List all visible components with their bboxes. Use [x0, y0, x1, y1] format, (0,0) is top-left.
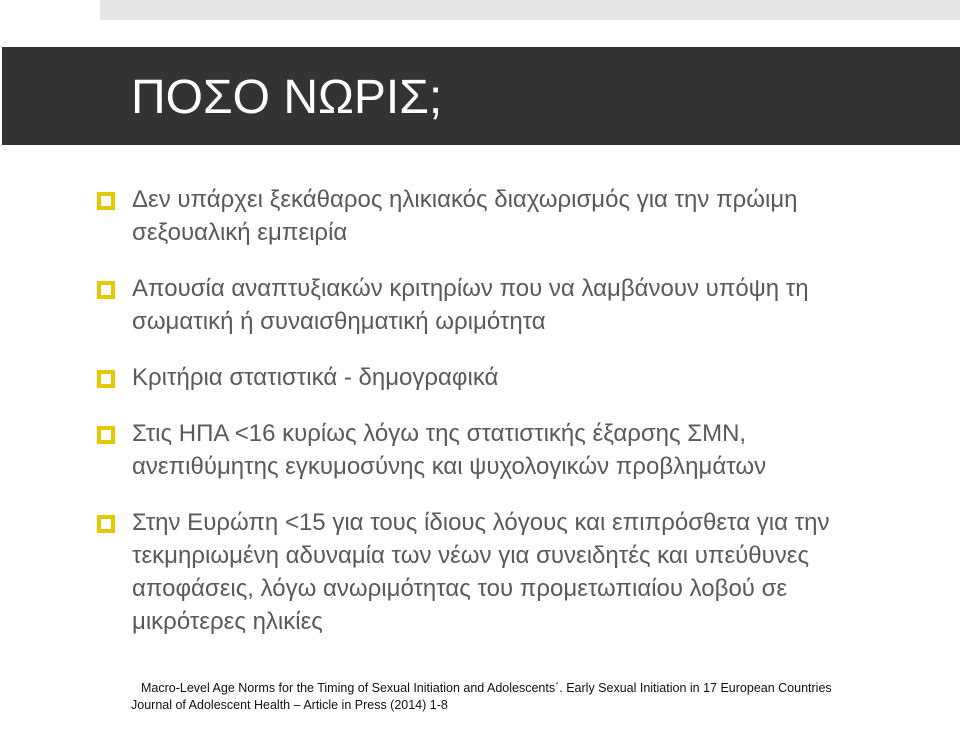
- bullet-item: [97, 183, 897, 249]
- bullet-text: Στην Ευρώπη <15 για τους ίδιους λόγους και επιπρόσθετα για την τεκμηριωμένη αδυναμία των νέων για συνειδητές και υπεύθυνες αποφάσεις, λόγω ανωριμότητας του προμετωπιαίου λοβού σε μικρότερες ηλικίες: [132, 509, 830, 635]
- square-bullet-icon: [97, 426, 115, 444]
- bullet-text: Απουσία αναπτυξιακών κριτηρίων που να λαμβάνουν υπόψη τη σωματική ή συναισθηματική ωριμότητα: [132, 275, 809, 335]
- square-bullet-icon: [97, 515, 115, 533]
- reference-line-1: Macro-Level Age Norms for the Timing of Sexual Initiation and Adolescents΄. Early Sexual Initiation in 17 European Countries: [141, 681, 832, 695]
- square-bullet-icon: [97, 370, 115, 388]
- square-bullet-icon: [97, 281, 115, 299]
- bullet-item: [97, 272, 897, 338]
- bullet-text: Στις ΗΠΑ <16 κυρίως λόγω της στατιστικής έξαρσης ΣΜΝ, ανεπιθύμητης εγκυμοσύνης και ψυχολογικών προβλημάτων: [132, 420, 767, 480]
- bullet-text: Κριτήρια στατιστικά - δημογραφικά: [132, 364, 499, 391]
- slide-title: ΠΟΣΟ ΝΩΡΙΣ;: [131, 71, 443, 124]
- bullet-list: [97, 183, 897, 638]
- reference-line-2: Journal of Adolescent Health – Article in Press (2014) 1-8: [131, 698, 448, 712]
- top-decor-strip: [100, 0, 960, 20]
- bullet-item: [97, 506, 897, 638]
- bullet-text: Δεν υπάρχει ξεκάθαρος ηλικιακός διαχωρισμός για την πρώιμη σεξουαλική εμπειρία: [132, 186, 798, 246]
- square-bullet-icon: [97, 192, 115, 210]
- bullet-item: [97, 417, 897, 483]
- references: [131, 680, 911, 714]
- bullet-item: [97, 361, 897, 394]
